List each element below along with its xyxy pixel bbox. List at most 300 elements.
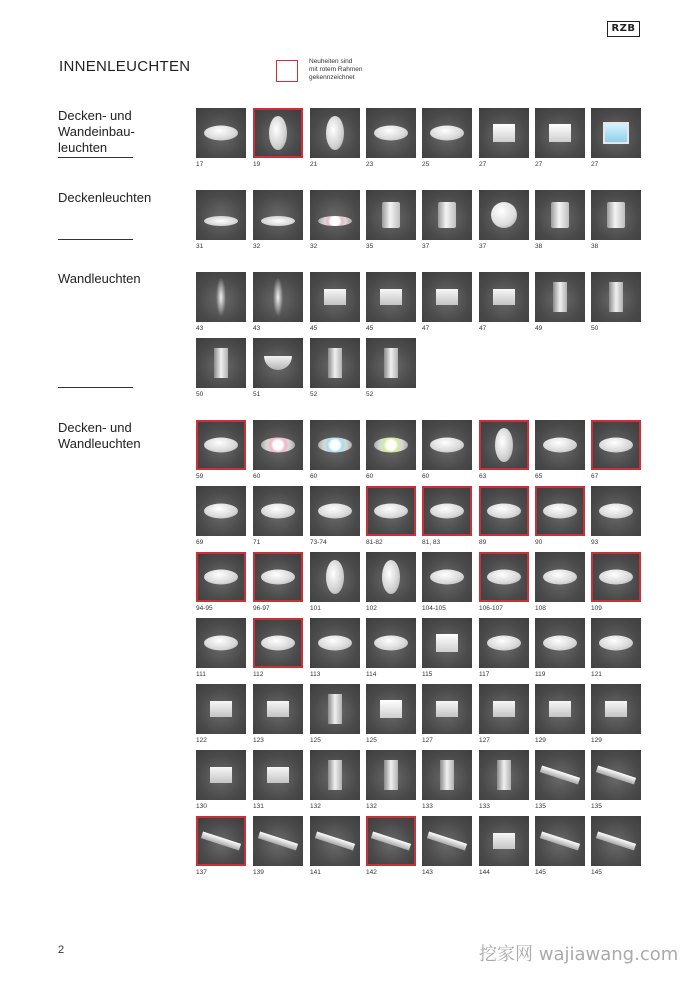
luminaire-icon [204,216,238,226]
product-thumbnail[interactable] [253,190,303,251]
product-image [253,816,303,866]
product-thumbnail[interactable] [253,618,303,679]
product-image [253,486,303,536]
product-thumbnail[interactable] [310,338,360,399]
product-image-new [479,420,529,470]
product-thumbnail[interactable] [535,420,585,481]
luminaire-icon [493,701,515,717]
luminaire-icon [261,438,295,453]
product-image [366,190,416,240]
product-image [591,108,641,158]
product-thumbnail[interactable] [366,552,416,613]
product-thumbnail[interactable] [591,272,641,333]
product-thumbnail[interactable] [479,750,529,811]
product-thumbnail[interactable] [196,684,246,745]
product-thumbnail[interactable] [310,816,360,877]
product-page-number: 145 [591,869,602,876]
product-image [196,486,246,536]
luminaire-icon [210,767,232,783]
product-thumbnail[interactable] [196,272,246,333]
product-image-new [535,486,585,536]
product-page-number: 125 [366,737,377,744]
product-thumbnail[interactable] [422,684,472,745]
product-page-number: 121 [591,671,602,678]
product-image [253,190,303,240]
luminaire-icon [328,694,342,724]
product-thumbnail[interactable] [479,486,529,547]
product-thumbnail[interactable] [310,272,360,333]
luminaire-icon [382,202,400,228]
product-image [535,618,585,668]
product-image [310,338,360,388]
product-thumbnail[interactable] [253,750,303,811]
product-image [535,190,585,240]
product-image [535,420,585,470]
luminaire-icon [204,504,238,519]
product-page-number: 93 [591,539,599,546]
product-thumbnail[interactable] [591,486,641,547]
product-page-number: 133 [422,803,433,810]
product-page-number: 60 [366,473,374,480]
section-title-decken-wand [58,420,141,452]
luminaire-icon [551,202,569,228]
product-page-number: 60 [422,473,430,480]
product-page-number: 144 [479,869,490,876]
product-page-number: 135 [591,803,602,810]
section-title-line: Wandeinbau- [58,124,135,139]
luminaire-icon [318,216,352,226]
product-page-number: 127 [479,737,490,744]
product-page-number: 90 [535,539,543,546]
luminaire-icon [599,438,633,453]
product-image-new [366,816,416,866]
product-page-number: 94-95 [196,605,213,612]
luminaire-icon [374,438,408,453]
product-page-number: 132 [310,803,321,810]
product-page-number: 127 [422,737,433,744]
product-image [366,108,416,158]
luminaire-icon [493,124,515,142]
luminaire-icon [497,760,511,790]
product-page-number: 52 [310,391,318,398]
product-page-number: 81-82 [366,539,383,546]
product-thumbnail[interactable] [253,486,303,547]
product-thumbnail[interactable] [479,684,529,745]
product-page-number: 123 [253,737,264,744]
product-page-number: 27 [479,161,487,168]
luminaire-icon [549,701,571,717]
product-image [535,684,585,734]
product-thumbnail[interactable] [196,486,246,547]
product-image [310,618,360,668]
luminaire-icon [374,636,408,651]
product-page-number: 106-107 [479,605,503,612]
luminaire-icon [430,570,464,585]
product-page-number: 130 [196,803,207,810]
product-thumbnail[interactable] [253,420,303,481]
product-thumbnail[interactable] [591,108,641,169]
product-page-number: 117 [479,671,490,678]
product-thumbnail[interactable] [310,750,360,811]
product-image [422,816,472,866]
legend-line: Neuheiten sind [309,58,353,65]
product-thumbnail[interactable] [591,552,641,613]
product-thumbnail[interactable] [535,750,585,811]
product-thumbnail[interactable] [535,684,585,745]
product-image [591,816,641,866]
product-thumbnail[interactable] [591,190,641,251]
product-thumbnail[interactable] [196,338,246,399]
luminaire-icon [543,438,577,453]
product-page-number: 129 [591,737,602,744]
product-image [196,272,246,322]
luminaire-icon [436,289,458,305]
luminaire-icon [201,831,241,850]
product-image [253,420,303,470]
section-title-wand [58,271,141,287]
product-thumbnail[interactable] [253,338,303,399]
product-thumbnail[interactable] [422,486,472,547]
product-thumbnail[interactable] [535,272,585,333]
product-thumbnail[interactable] [310,552,360,613]
product-image [422,190,472,240]
legend-line: gekennzeichnet [309,74,355,81]
luminaire-icon [495,428,513,462]
product-image [253,272,303,322]
product-image [591,486,641,536]
product-image [479,272,529,322]
product-thumbnail[interactable] [591,816,641,877]
product-image [422,552,472,602]
product-image [422,420,472,470]
legend-line: mit rotem Rahmen [309,66,363,73]
product-thumbnail[interactable] [196,618,246,679]
product-image [591,272,641,322]
product-thumbnail[interactable] [253,272,303,333]
product-image [253,338,303,388]
luminaire-icon [599,636,633,651]
section-title-line: Decken- und [58,108,132,123]
product-page-number: 142 [366,869,377,876]
product-image [196,684,246,734]
product-image [479,190,529,240]
section-title-line: Decken- und [58,420,132,435]
product-image [422,618,472,668]
product-image-new [196,816,246,866]
product-image [310,420,360,470]
product-page-number: 111 [196,671,206,678]
product-page-number: 114 [366,671,377,678]
section-divider [58,239,133,240]
product-image [535,552,585,602]
product-page-number: 141 [310,869,321,876]
section-title-line: Wandleuchten [58,436,141,451]
product-page-number: 60 [253,473,261,480]
product-thumbnail[interactable] [479,272,529,333]
product-thumbnail[interactable] [310,108,360,169]
product-thumbnail[interactable] [253,552,303,613]
product-page-number: 71 [253,539,261,546]
luminaire-icon [318,636,352,651]
product-image [310,272,360,322]
product-page-number: 49 [535,325,543,332]
luminaire-icon [204,570,238,585]
luminaire-icon [438,202,456,228]
product-image-new [196,552,246,602]
product-image [366,420,416,470]
product-page-number: 67 [591,473,599,480]
luminaire-icon [261,570,295,585]
product-image [366,750,416,800]
luminaire-icon [328,348,342,378]
product-page-number: 81, 83 [422,539,441,546]
product-image [253,750,303,800]
luminaire-icon [436,634,458,652]
product-image-new [591,552,641,602]
product-page-number: 37 [422,243,430,250]
section-title-einbau [58,108,135,156]
product-image [535,750,585,800]
product-thumbnail[interactable] [310,684,360,745]
product-image [479,816,529,866]
luminaire-icon [543,570,577,585]
product-page-number: 115 [422,671,433,678]
product-image [422,108,472,158]
product-image [422,750,472,800]
luminaire-icon [273,277,283,317]
product-page-number: 137 [196,869,207,876]
product-thumbnail[interactable] [422,190,472,251]
luminaire-icon [384,760,398,790]
product-page-number: 119 [535,671,546,678]
luminaire-icon [261,636,295,651]
luminaire-icon [210,701,232,717]
product-image [591,750,641,800]
product-thumbnail[interactable] [479,420,529,481]
product-image [310,486,360,536]
product-thumbnail[interactable] [422,272,472,333]
luminaire-icon [324,289,346,305]
product-thumbnail[interactable] [310,420,360,481]
product-thumbnail[interactable] [479,108,529,169]
section-divider [58,387,133,388]
product-page-number: 45 [310,325,318,332]
product-thumbnail[interactable] [366,816,416,877]
product-thumbnail[interactable] [422,552,472,613]
luminaire-icon [374,504,408,519]
luminaire-icon [440,760,454,790]
luminaire-icon [204,636,238,651]
product-thumbnail[interactable] [196,552,246,613]
product-image [591,684,641,734]
product-thumbnail[interactable] [535,816,585,877]
luminaire-icon [384,348,398,378]
product-thumbnail[interactable] [196,750,246,811]
product-image [479,684,529,734]
luminaire-icon [318,504,352,519]
luminaire-icon [261,504,295,519]
product-thumbnail[interactable] [366,190,416,251]
luminaire-icon [491,202,517,228]
product-image [196,750,246,800]
luminaire-icon [267,767,289,783]
luminaire-icon [543,504,577,519]
product-page-number: 38 [535,243,543,250]
product-thumbnail[interactable] [366,108,416,169]
product-image [310,190,360,240]
product-thumbnail[interactable] [366,486,416,547]
luminaire-icon [326,560,344,594]
product-page-number: 47 [479,325,487,332]
product-page-number: 73-74 [310,539,327,546]
product-image [310,750,360,800]
product-image-new [479,552,529,602]
product-page-number: 65 [535,473,543,480]
luminaire-icon [269,116,287,150]
product-thumbnail[interactable] [366,618,416,679]
product-thumbnail[interactable] [479,618,529,679]
product-image-new [479,486,529,536]
product-thumbnail[interactable] [535,552,585,613]
luminaire-icon [605,701,627,717]
product-page-number: 109 [591,605,602,612]
luminaire-icon [596,765,636,784]
legend-text [309,58,389,82]
product-image-new [253,108,303,158]
product-page-number: 50 [196,391,204,398]
legend-red-frame [276,60,298,82]
product-thumbnail[interactable] [591,684,641,745]
product-image [196,338,246,388]
product-thumbnail[interactable] [310,618,360,679]
luminaire-icon [315,831,355,850]
product-image [535,816,585,866]
product-thumbnail[interactable] [310,190,360,251]
product-thumbnail[interactable] [310,486,360,547]
product-thumbnail[interactable] [591,618,641,679]
luminaire-icon [553,282,567,312]
luminaire-icon [607,202,625,228]
product-image [253,684,303,734]
luminaire-icon [318,438,352,453]
product-image [310,552,360,602]
product-page-number: 112 [253,671,264,678]
product-page-number: 122 [196,737,207,744]
product-page-number: 132 [366,803,377,810]
luminaire-icon [599,570,633,585]
product-thumbnail[interactable] [535,486,585,547]
product-image [535,108,585,158]
product-thumbnail[interactable] [253,108,303,169]
product-image-new [591,420,641,470]
product-thumbnail[interactable] [422,618,472,679]
section-divider [58,157,133,158]
product-page-number: 60 [310,473,318,480]
product-thumbnail[interactable] [422,108,472,169]
luminaire-icon [430,504,464,519]
product-page-number: 32 [310,243,318,250]
luminaire-icon [214,348,228,378]
product-thumbnail[interactable] [196,108,246,169]
product-thumbnail[interactable] [591,420,641,481]
page-number: 2 [58,944,65,956]
product-page-number: 17 [196,161,204,168]
product-image [479,108,529,158]
product-page-number: 104-105 [422,605,446,612]
product-page-number: 59 [196,473,204,480]
product-page-number: 23 [366,161,374,168]
product-page-number: 19 [253,161,261,168]
product-thumbnail[interactable] [479,552,529,613]
product-page-number: 50 [591,325,599,332]
product-thumbnail[interactable] [422,750,472,811]
product-image [366,684,416,734]
product-page-number: 31 [196,243,204,250]
product-thumbnail[interactable] [253,684,303,745]
product-page-number: 27 [591,161,599,168]
product-thumbnail[interactable] [196,420,246,481]
product-page-number: 27 [535,161,543,168]
luminaire-icon [328,760,342,790]
luminaire-icon [430,438,464,453]
luminaire-icon [258,831,298,850]
product-thumbnail[interactable] [591,750,641,811]
product-image-new [253,552,303,602]
product-page-number: 51 [253,391,261,398]
product-image [310,684,360,734]
product-page-number: 35 [366,243,374,250]
product-thumbnail[interactable] [535,190,585,251]
luminaire-icon [603,122,629,144]
product-thumbnail[interactable] [366,684,416,745]
product-page-number: 45 [366,325,374,332]
product-image-new [196,420,246,470]
luminaire-icon [543,636,577,651]
product-image [479,618,529,668]
product-image [366,338,416,388]
product-page-number: 125 [310,737,321,744]
luminaire-icon [264,356,292,370]
product-thumbnail[interactable] [366,420,416,481]
product-thumbnail[interactable] [366,338,416,399]
product-image [310,108,360,158]
section-title-line: Wandleuchten [58,271,141,286]
product-thumbnail[interactable] [535,618,585,679]
product-page-number: 43 [253,325,261,332]
product-thumbnail[interactable] [253,816,303,877]
section-title-line: leuchten [58,140,108,155]
product-page-number: 129 [535,737,546,744]
product-thumbnail[interactable] [422,816,472,877]
product-thumbnail[interactable] [196,816,246,877]
product-thumbnail[interactable] [479,816,529,877]
product-page-number: 38 [591,243,599,250]
product-thumbnail[interactable] [479,190,529,251]
luminaire-icon [487,504,521,519]
product-image [366,552,416,602]
product-image [196,618,246,668]
product-thumbnail[interactable] [535,108,585,169]
product-thumbnail[interactable] [422,420,472,481]
luminaire-icon [540,765,580,784]
product-image [591,618,641,668]
product-image [366,272,416,322]
product-thumbnail[interactable] [366,272,416,333]
product-thumbnail[interactable] [366,750,416,811]
product-thumbnail[interactable] [196,190,246,251]
luminaire-icon [487,570,521,585]
brand-logo: RZB [607,21,640,37]
